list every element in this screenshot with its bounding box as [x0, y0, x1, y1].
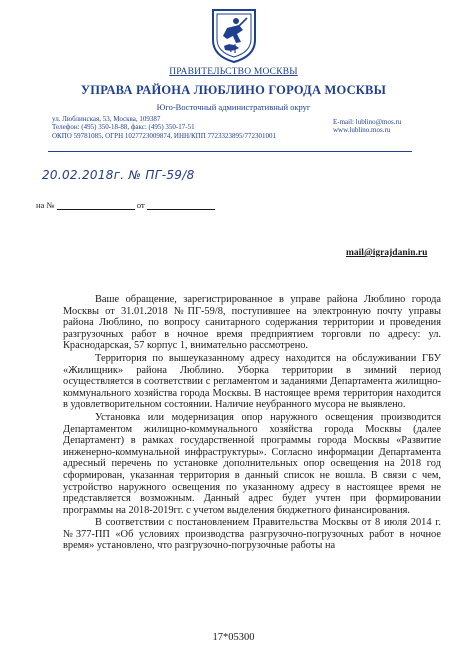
handwritten-date-number: 20.02.2018г. № ПГ-59/8 — [42, 168, 195, 182]
reference-row — [36, 200, 215, 210]
contacts-right — [333, 118, 401, 135]
okrug-subtitle: Юго-Восточный административный округ — [156, 102, 311, 112]
ot-blank-line — [147, 201, 215, 210]
footer-code: 17*05300 — [212, 632, 255, 643]
contacts-left — [52, 115, 276, 140]
body-paragraph: Территория по вышеуказанному адресу находится на обслуживании ГБУ «Жилищник» района Люблино. Уборка территории в зимний период осуществляется в соответствии с регламентом и заданиями Департамента жилищно-коммунального хозяйства города Москвы. В настоящее время территория находится в удовлетворительном состоянии. Наличие неубранного мусора не выявлено. — [63, 352, 441, 411]
na-label: на № — [36, 200, 55, 210]
web-line[interactable]: www.lublino.mos.ru — [333, 126, 391, 135]
body-paragraph: В соответствии с постановлением Правительства Москвы от 8 июля 2014 г. №377-ПП «Об условиях производства разгрузочно-погрузочных работ в ночное время» установлено, что разгрузочно-погрузочные работы на — [63, 517, 441, 552]
government-title: ПРАВИТЕЛЬСТВО МОСКВЫ — [169, 67, 298, 77]
okpo-line: ОКПО 59781085, ОГРН 1027723009874, ИНН/КПП 7723323895/772301001 — [52, 131, 276, 140]
phone-line: Телефон: (495) 350-18-88, факс: (495) 350-17-51 — [52, 123, 195, 132]
na-blank-line — [57, 201, 135, 210]
moscow-coat-of-arms-icon — [209, 6, 259, 64]
email-line[interactable]: E-mail: lublino@mos.ru — [333, 118, 402, 126]
uprava-title: УПРАВА РАЙОНА ЛЮБЛИНО ГОРОДА МОСКВЫ — [80, 83, 387, 97]
recipient-email[interactable]: mail@igrajdanin.ru — [346, 248, 428, 258]
letter-body — [63, 294, 441, 552]
address-line: ул. Люблинская, 53, Москва, 109387 — [52, 115, 161, 123]
header-divider — [48, 151, 412, 152]
registration-handwritten — [42, 168, 195, 182]
body-paragraph: Установка или модернизация опор наружного освещения производится Департаментом жилищно-коммунального хозяйства города Москвы (далее Департамент) в рамках государственной программы города Москвы «Развитие инженерно-коммунальной инфраструктуры». Согласно информации Департамента адресный перечень по установке дополнительных опор освещения на 2018 год сформирован, указанная территория в данный список не вошла. В связи с чем, устройство наружного освещения по указанному адресу в настоящее время не представляется возможным. Данный адрес будет учтен при формировании программы на 2018-2019гг. с учетом выделения бюджетного финансирования. — [63, 411, 441, 516]
body-paragraph: Ваше обращение, зарегистрированное в управе района Люблино города Москвы от 31.01.2018 №ПГ-59/8, поступившее на электронную почту управы района Люблино, по вопросу санитарного содержания территории и проведения разгрузочных работ в ночное время предприятием торговли по адресу: ул. Краснодарская, 57 корпус 1, внимательно рассмотрено. — [63, 294, 441, 352]
ot-label: от — [136, 200, 145, 210]
